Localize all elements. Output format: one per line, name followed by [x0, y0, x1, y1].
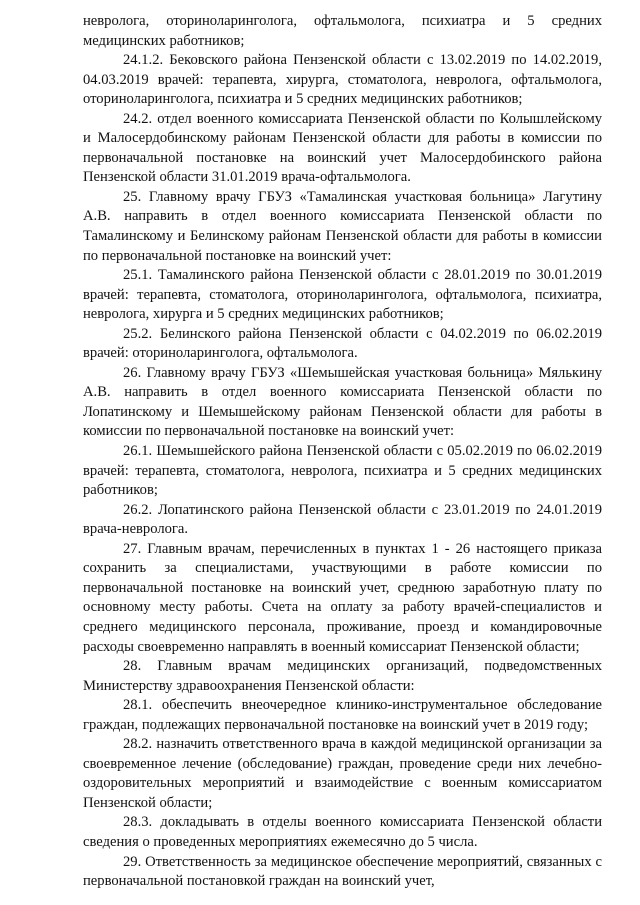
paragraph-24-2: 24.2. отдел военного комиссариата Пензенской области по Колышлейскому и Малосердобинскому районам Пензенской области для работы в комиссии по первоначальной постановке на воинский учет Малосердобинского района Пензенской области 31.01.2019 врача-офтальмолога. [83, 110, 602, 186]
paragraph-28-2: 28.2. назначить ответственного врача в каждой медицинской организации за своевременное лечение (обследование) граждан, проведение среди них лечебно-оздоровительных мероприятий и взаимодействие с военным комиссариатом Пензенской области; [83, 736, 602, 811]
paragraph-26-1: 26.1. Шемышейского района Пензенской области с 05.02.2019 по 06.02.2019 врачей: терапевта, стоматолога, невролога, психиатра и 5 средних медицинских работников; [83, 443, 602, 499]
paragraph-28: 28. Главным врачам медицинских организаций, подведомственных Министерству здравоохранения Пензенской области: [83, 658, 602, 694]
paragraph-27: 27. Главным врачам, перечисленных в пунктах 1 - 26 настоящего приказа сохранить за специалистами, участвующими в работе комиссии по первоначальной постановке на воинский учет, среднюю заработную плату по основному месту работы. Счета на оплату за работу врачей-специалистов и среднего медицинского персонала, проживание, проезд и командировочные расходы своевременно направлять в военный комиссариат Пензенской области; [83, 540, 602, 655]
paragraph-28-1: 28.1. обеспечить внеочередное клинико-инструментальное обследование граждан, подлежащих первоначальной постановке на воинский учет в 2019 году; [83, 697, 602, 733]
paragraph-continuation: невролога, оториноларинголога, офтальмолога, психиатра и 5 средних медицинских работников; [83, 13, 602, 49]
paragraph-25-2: 25.2. Белинского района Пензенской области с 04.02.2019 по 06.02.2019 врачей: оториноларинголога, офтальмолога. [83, 325, 602, 362]
paragraph-24-1-2: 24.1.2. Бековского района Пензенской области с 13.02.2019 по 14.02.2019, 04.03.2019 врачей: терапевта, хирурга, стоматолога, невролога, офтальмолога, оториноларинголога, психиатра и 5 средних медицинских работников; [83, 52, 602, 108]
paragraph-25-1: 25.1. Тамалинского района Пензенской области с 28.01.2019 по 30.01.2019 врачей: терапевта, стоматолога, оториноларинголога, офтальмолога, психиатра, невролога, хирурга и 5 средних медицинских работников; [83, 267, 602, 323]
paragraph-26-2: 26.2. Лопатинского района Пензенской области с 23.01.2019 по 24.01.2019 врача-невролога. [83, 501, 602, 538]
paragraph-28-3: 28.3. докладывать в отделы военного комиссариата Пензенской области сведения о проведенных мероприятиях ежемесячно до 5 числа. [83, 814, 602, 850]
document-page [83, 12, 602, 892]
paragraph-29: 29. Ответственность за медицинское обеспечение мероприятий, связанных с первоначальной постановкой граждан на воинский учет, [83, 853, 602, 890]
paragraph-25: 25. Главному врачу ГБУЗ «Тамалинская участковая больница» Лагутину А.В. направить в отдел военного комиссариата Пензенской области по Тамалинскому и Белинскому районам Пензенской области для работы в комиссии по первоначальной постановке на воинский учет: [83, 188, 602, 264]
paragraph-26: 26. Главному врачу ГБУЗ «Шемышейская участковая больница» Мялькину А.В. направить в отдел военного комиссариата Пензенской области по Лопатинскому и Шемышейскому районам Пензенской области для работы в комиссии по первоначальной постановке на воинский учет: [83, 364, 602, 440]
